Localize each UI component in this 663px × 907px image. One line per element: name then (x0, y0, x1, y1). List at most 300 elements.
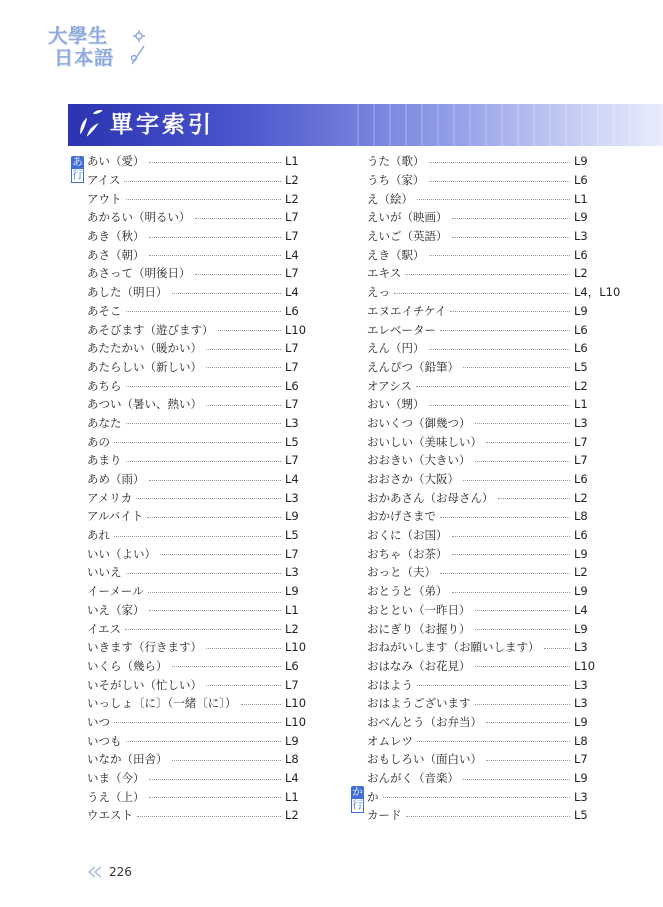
dot-leader (475, 666, 571, 667)
entry-lesson: L6 (574, 472, 588, 487)
dot-leader (452, 237, 571, 238)
dot-leader (450, 311, 570, 312)
entry-word: おくに（お国） (367, 528, 448, 543)
index-column-left (87, 152, 307, 825)
entry-word: あそこ (87, 303, 122, 318)
entry-word: あめ（雨） (87, 472, 145, 487)
section-tag-a-row (71, 155, 84, 185)
index-entry (367, 638, 620, 657)
dot-leader (137, 816, 281, 817)
index-entry (367, 245, 620, 264)
index-entry (87, 787, 307, 806)
leaf-ornament-icon (76, 106, 106, 144)
index-entry (367, 526, 620, 545)
dot-leader (126, 311, 282, 312)
entry-word: あたたかい（暖かい） (87, 341, 202, 356)
index-entry (87, 302, 307, 321)
entry-lesson: L10 (574, 658, 596, 673)
index-entry (367, 582, 620, 601)
entry-lesson: L1 (285, 602, 299, 617)
entry-lesson: L2 (574, 378, 588, 393)
entry-word: あした（明日） (87, 285, 168, 300)
entry-lesson: L5 (285, 434, 299, 449)
dot-leader (126, 199, 282, 200)
dot-leader (486, 442, 570, 443)
entry-lesson: L9 (574, 714, 588, 729)
entry-word: ウエスト (87, 808, 133, 823)
dot-leader (114, 442, 281, 443)
entry-lesson: L2 (574, 565, 588, 580)
index-entry (87, 731, 307, 750)
entry-word: おにぎり（お握り） (367, 621, 471, 636)
entry-lesson: L10 (285, 696, 307, 711)
entry-word: オムレツ (367, 733, 413, 748)
entry-word: あさ（朝） (87, 247, 145, 262)
dot-leader (195, 274, 282, 275)
dot-leader (149, 255, 282, 256)
logo-line-2: 日本語 (54, 47, 115, 69)
dot-leader (544, 648, 571, 649)
index-entry (367, 731, 620, 750)
entry-lesson: L6 (574, 322, 588, 337)
dot-leader (475, 704, 571, 705)
entry-lesson: L2 (285, 808, 299, 823)
index-entry (87, 189, 307, 208)
book-logo (40, 22, 140, 80)
dot-leader (241, 704, 282, 705)
entry-word: おい（甥） (367, 397, 425, 412)
dot-leader (126, 573, 282, 574)
entry-lesson: L7 (285, 229, 299, 244)
entry-lesson: L9 (574, 771, 588, 786)
dot-leader (124, 181, 281, 182)
dot-leader (147, 517, 281, 518)
dot-leader (498, 498, 571, 499)
entry-lesson: L9 (285, 584, 299, 599)
entry-lesson: L7 (285, 453, 299, 468)
section-tag-kana: あ (72, 156, 83, 168)
flower-icon (128, 28, 150, 68)
entry-word: いえ（家） (87, 602, 145, 617)
index-entry (367, 339, 620, 358)
index-entry (87, 713, 307, 732)
index-entry (367, 713, 620, 732)
entry-word: エキス (367, 266, 402, 281)
entry-word: あそびます（遊びます） (87, 322, 214, 337)
index-entry (367, 451, 620, 470)
entry-lesson: L5 (574, 808, 588, 823)
dot-leader (126, 741, 282, 742)
dot-leader (126, 461, 282, 462)
index-entry (367, 152, 620, 171)
entry-lesson: L7 (285, 210, 299, 225)
entry-word: あたらしい（新しい） (87, 359, 202, 374)
section-tag-row: 行 (72, 169, 83, 181)
entry-lesson: L5 (285, 528, 299, 543)
index-entry (87, 208, 307, 227)
entry-word: カード (367, 808, 402, 823)
entry-word: いっしょ〔に〕（一緒〔に〕） (87, 696, 237, 711)
entry-lesson: L10 (285, 322, 307, 337)
index-entry (367, 227, 620, 246)
page-title: 單字索引 (110, 112, 214, 138)
index-entry (367, 619, 620, 638)
index-entry (87, 171, 307, 190)
dot-leader (463, 480, 570, 481)
dot-leader (149, 162, 282, 163)
entry-lesson: L3 (285, 490, 299, 505)
entry-word: うち（家） (367, 173, 425, 188)
index-entry (367, 414, 620, 433)
index-entry (367, 601, 620, 620)
chevron-ornament-icon (85, 865, 105, 879)
dot-leader (125, 629, 281, 630)
index-entry (367, 358, 620, 377)
entry-word: あさって（明後日） (87, 266, 191, 281)
dot-leader (429, 255, 571, 256)
entry-word: おべんとう（お弁当） (367, 714, 482, 729)
index-entry (87, 638, 307, 657)
dot-leader (195, 218, 282, 219)
index-entry (87, 507, 307, 526)
index-entry (87, 451, 307, 470)
entry-word: おおさか（大阪） (367, 472, 459, 487)
entry-lesson: L3 (574, 640, 588, 655)
index-entry (367, 208, 620, 227)
entry-word: おととい（一昨日） (367, 602, 471, 617)
entry-lesson: L9 (574, 546, 588, 561)
entry-word: エヌエイチケイ (367, 303, 447, 318)
index-entry (87, 152, 307, 171)
entry-lesson: L9 (574, 584, 588, 599)
entry-lesson: L9 (574, 154, 588, 169)
entry-lesson: L2 (285, 173, 299, 188)
index-entry (87, 619, 307, 638)
entry-word: おんがく（音楽） (367, 771, 459, 786)
entry-word: えんぴつ（鉛筆） (367, 359, 459, 374)
entry-lesson: L4 (285, 285, 299, 300)
entry-word: あつい（暑い、熱い） (87, 397, 202, 412)
index-entry (87, 376, 307, 395)
entry-lesson: L3 (574, 789, 588, 804)
index-entry (367, 657, 620, 676)
entry-word: アイス (87, 173, 121, 188)
index-entry (87, 395, 307, 414)
dot-leader (383, 797, 571, 798)
entry-lesson: L7 (285, 677, 299, 692)
index-entry (87, 227, 307, 246)
dot-leader (206, 349, 281, 350)
entry-word: いそがしい（忙しい） (87, 677, 202, 692)
dot-leader (440, 330, 570, 331)
index-entry (87, 245, 307, 264)
index-entry (87, 582, 307, 601)
dot-leader (417, 741, 570, 742)
entry-lesson: L6 (285, 378, 299, 393)
dot-leader (114, 722, 281, 723)
entry-lesson: L6 (574, 528, 588, 543)
entry-lesson: L3 (574, 696, 588, 711)
entry-lesson: L2 (285, 191, 299, 206)
dot-leader (429, 349, 571, 350)
index-entry (367, 694, 620, 713)
index-entry (367, 507, 620, 526)
entry-word: うえ（上） (87, 789, 145, 804)
banner-stripes (343, 104, 663, 146)
entry-lesson: L6 (574, 173, 588, 188)
entry-lesson: L3 (285, 415, 299, 430)
entry-lesson: L6 (285, 303, 299, 318)
dot-leader (429, 181, 571, 182)
index-entry (367, 544, 620, 563)
entry-word: あなた (87, 415, 122, 430)
entry-lesson: L3 (574, 677, 588, 692)
entry-word: いい（よい） (87, 546, 156, 561)
index-entry (367, 470, 620, 489)
dot-leader (440, 573, 570, 574)
entry-word: え（絵） (367, 191, 413, 206)
index-entry (367, 488, 620, 507)
entry-lesson: L7 (285, 546, 299, 561)
index-entry (367, 189, 620, 208)
entry-word: いきます（行きます） (87, 640, 202, 655)
entry-word: えいご（英語） (367, 229, 448, 244)
dot-leader (172, 760, 282, 761)
dot-leader (475, 461, 571, 462)
entry-lesson: L10 (285, 640, 307, 655)
index-entry (367, 787, 620, 806)
index-entry (87, 675, 307, 694)
entry-word: いいえ (87, 565, 122, 580)
index-entry (367, 171, 620, 190)
dot-leader (452, 536, 571, 537)
entry-lesson: L2 (574, 266, 588, 281)
entry-word: いつも (87, 733, 122, 748)
dot-leader (148, 592, 281, 593)
entry-lesson: L7 (574, 434, 588, 449)
index-entry (367, 806, 620, 825)
entry-word: おっと（夫） (367, 565, 436, 580)
dot-leader (149, 237, 282, 238)
dot-leader (475, 610, 571, 611)
entry-lesson: L3 (285, 565, 299, 580)
index-entry (87, 320, 307, 339)
section-tag-row: 行 (352, 799, 363, 811)
logo-line-1: 大學生 (48, 25, 109, 47)
dot-leader (417, 685, 570, 686)
entry-lesson: L7 (574, 453, 588, 468)
entry-word: おはようございます (367, 696, 471, 711)
dot-leader (172, 293, 282, 294)
dot-leader (114, 536, 281, 537)
dot-leader (452, 554, 571, 555)
entry-word: あい（愛） (87, 154, 145, 169)
dot-leader (149, 610, 282, 611)
section-tag-ka-row (351, 785, 364, 815)
entry-word: あかるい（明るい） (87, 210, 191, 225)
entry-word: か (367, 789, 379, 804)
entry-word: いつ (87, 714, 110, 729)
dot-leader (440, 517, 570, 518)
index-entry (87, 358, 307, 377)
dot-leader (149, 480, 282, 481)
index-entry (87, 601, 307, 620)
entry-word: おねがいします（お願いします） (367, 640, 540, 655)
entry-lesson: L6 (574, 247, 588, 262)
entry-lesson: L8 (574, 733, 588, 748)
index-entry (367, 750, 620, 769)
entry-word: おはよう (367, 677, 413, 692)
index-entry (87, 526, 307, 545)
dot-leader (475, 629, 571, 630)
entry-lesson: L7 (574, 752, 588, 767)
entry-lesson: L9 (574, 210, 588, 225)
section-tag-kana: か (352, 786, 363, 798)
entry-word: オアシス (367, 378, 412, 393)
index-entry (367, 675, 620, 694)
index-entry (87, 806, 307, 825)
entry-word: あき（秋） (87, 229, 145, 244)
entry-lesson: L7 (285, 266, 299, 281)
index-entry (367, 376, 620, 395)
entry-lesson: L3 (574, 229, 588, 244)
entry-lesson: L4 (285, 771, 299, 786)
index-entry (87, 283, 307, 302)
entry-word: いくら（幾ら） (87, 658, 168, 673)
dot-leader (475, 423, 571, 424)
index-entry (87, 470, 307, 489)
entry-lesson: L7 (285, 397, 299, 412)
entry-word: エレベーター (367, 322, 436, 337)
entry-word: えき（駅） (367, 247, 425, 262)
entry-lesson: L5 (574, 359, 588, 374)
dot-leader (463, 367, 570, 368)
index-entry (87, 750, 307, 769)
entry-word: アウト (87, 191, 122, 206)
entry-word: いなか（田舎） (87, 752, 168, 767)
entry-word: おかげさまで (367, 509, 436, 524)
dot-leader (160, 554, 281, 555)
index-entry (367, 264, 620, 283)
entry-lesson: L9 (285, 509, 299, 524)
entry-word: うた（歌） (367, 154, 425, 169)
index-entry (367, 432, 620, 451)
index-entry (87, 563, 307, 582)
entry-word: おはなみ（お花見） (367, 658, 471, 673)
index-entry (87, 339, 307, 358)
entry-lesson: L9 (285, 733, 299, 748)
index-entry (87, 544, 307, 563)
entry-word: おおきい（大きい） (367, 453, 471, 468)
entry-lesson: L1 (574, 191, 588, 206)
dot-leader (394, 293, 570, 294)
dot-leader (429, 162, 571, 163)
dot-leader (406, 816, 571, 817)
entry-word: おちゃ（お茶） (367, 546, 448, 561)
entry-word: おいしい（美味しい） (367, 434, 482, 449)
dot-leader (463, 779, 570, 780)
entry-lesson: L4 (285, 247, 299, 262)
index-entry (87, 264, 307, 283)
entry-lesson: L9 (574, 621, 588, 636)
index-entry (367, 320, 620, 339)
dot-leader (452, 218, 571, 219)
entry-word: えっ (367, 285, 390, 300)
page-number: 226 (109, 865, 132, 879)
dot-leader (126, 386, 282, 387)
entry-word: イーメール (87, 584, 144, 599)
entry-word: えん（円） (367, 341, 425, 356)
dot-leader (452, 592, 571, 593)
index-entry (87, 488, 307, 507)
entry-word: アルバイト (87, 509, 144, 524)
dot-leader (206, 648, 281, 649)
dot-leader (126, 423, 282, 424)
entry-lesson: L6 (285, 658, 299, 673)
entry-lesson: L2 (574, 490, 588, 505)
entry-lesson: L3 (574, 415, 588, 430)
entry-lesson: L9 (574, 303, 588, 318)
index-entry (87, 694, 307, 713)
entry-word: あちら (87, 378, 122, 393)
entry-lesson: L4，L10 (574, 285, 621, 300)
entry-lesson: L4 (574, 602, 588, 617)
dot-leader (149, 797, 282, 798)
dot-leader (429, 405, 571, 406)
index-entry (367, 395, 620, 414)
entry-word: おいくつ（御幾つ） (367, 415, 471, 430)
dot-leader (206, 405, 281, 406)
index-entry (87, 657, 307, 676)
dot-leader (416, 386, 570, 387)
index-entry (367, 302, 620, 321)
index-column-right (367, 152, 620, 825)
entry-lesson: L1 (285, 789, 299, 804)
entry-word: あの (87, 434, 110, 449)
entry-lesson: L8 (574, 509, 588, 524)
dot-leader (206, 685, 281, 686)
entry-word: イエス (87, 621, 122, 636)
dot-leader (172, 666, 282, 667)
index-entry (367, 769, 620, 788)
index-entry (87, 414, 307, 433)
entry-lesson: L7 (285, 341, 299, 356)
entry-lesson: L4 (285, 472, 299, 487)
entry-word: アメリカ (87, 490, 133, 505)
dot-leader (136, 498, 281, 499)
dot-leader (486, 760, 570, 761)
entry-lesson: L7 (285, 359, 299, 374)
dot-leader (149, 779, 282, 780)
entry-lesson: L8 (285, 752, 299, 767)
entry-word: あれ (87, 528, 110, 543)
index-entry (367, 563, 620, 582)
entry-lesson: L10 (285, 714, 307, 729)
dot-leader (405, 274, 570, 275)
dot-leader (486, 722, 570, 723)
entry-word: おもしろい（面白い） (367, 752, 482, 767)
entry-lesson: L6 (574, 341, 588, 356)
entry-word: あまり (87, 453, 122, 468)
dot-leader (206, 367, 281, 368)
dot-leader (417, 199, 570, 200)
entry-lesson: L1 (574, 397, 588, 412)
entry-word: おかあさん（お母さん） (367, 490, 494, 505)
index-entry (87, 432, 307, 451)
entry-word: おとうと（弟） (367, 584, 448, 599)
entry-lesson: L2 (285, 621, 299, 636)
entry-word: えいが（映画） (367, 210, 448, 225)
